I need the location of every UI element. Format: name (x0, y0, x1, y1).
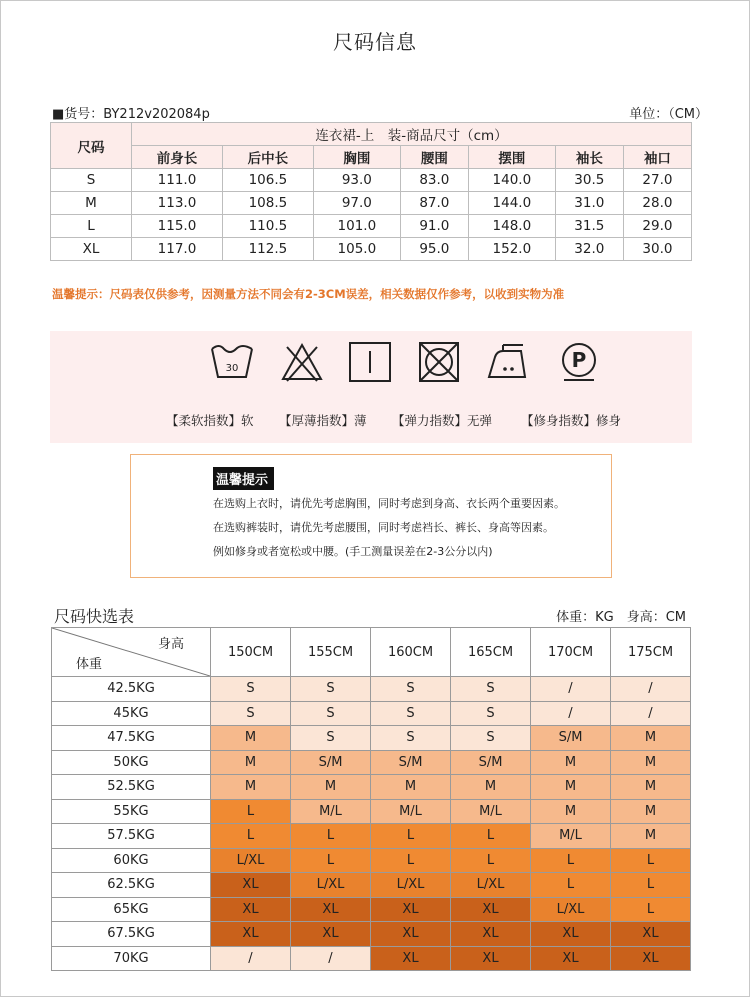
size-recommendation-cell: L (451, 824, 531, 849)
size-recommendation-cell: M (611, 750, 691, 775)
weight-row (52, 677, 691, 702)
column-header: 袖长 (555, 146, 623, 169)
measure-cell: 30.5 (555, 169, 623, 192)
measure-cell: 140.0 (468, 169, 555, 192)
size-recommendation-cell: L/XL (531, 897, 611, 922)
tip-line-3: 例如修身或者宽松或中腰。(手工测量误差在2-3公分以内) (213, 545, 493, 558)
weight-cell: 47.5KG (52, 726, 211, 751)
size-recommendation-cell: XL (211, 873, 291, 898)
measure-cell: 87.0 (400, 192, 468, 215)
size-recommendation-cell: L/XL (371, 873, 451, 898)
size-recommendation-cell: / (611, 677, 691, 702)
weight-row (52, 946, 691, 971)
corner-cell (52, 628, 211, 677)
size-recommendation-cell: S (211, 701, 291, 726)
size-recommendation-cell: S (291, 726, 371, 751)
size-row (51, 192, 692, 215)
size-recommendation-cell: L (291, 848, 371, 873)
size-recommendation-cell: L (211, 799, 291, 824)
size-recommendation-cell: M (291, 775, 371, 800)
line-dry-icon (347, 341, 393, 383)
size-cell: S (51, 169, 132, 192)
quick-select-table (51, 627, 691, 971)
size-recommendation-cell: XL (211, 897, 291, 922)
size-recommendation-cell: / (211, 946, 291, 971)
wash-30-icon (209, 341, 255, 383)
measure-cell: 111.0 (132, 169, 223, 192)
size-recommendation-cell: L (611, 848, 691, 873)
size-recommendation-cell: M (451, 775, 531, 800)
measure-cell: 108.5 (222, 192, 313, 215)
size-notice: 温馨提示：尺码表仅供参考，因测量方法不同会有2-3CM误差，相关数据仅作参考，以收到实物为准 (52, 287, 565, 301)
size-recommendation-cell: M (211, 750, 291, 775)
size-recommendation-cell: / (531, 701, 611, 726)
index-softness: 【柔软指数】软 (166, 413, 254, 428)
measure-cell: 27.0 (623, 169, 691, 192)
measure-cell: 152.0 (468, 238, 555, 261)
group-header: 连衣裙-上 装-商品尺寸（cm） (132, 123, 692, 146)
size-recommendation-cell: S (211, 677, 291, 702)
size-recommendation-cell: L/XL (451, 873, 531, 898)
size-recommendation-cell: S (451, 726, 531, 751)
column-header: 前身长 (132, 146, 223, 169)
size-recommendation-cell: M (211, 775, 291, 800)
size-recommendation-cell: L (611, 897, 691, 922)
no-bleach-icon (279, 341, 325, 383)
measure-cell: 28.0 (623, 192, 691, 215)
size-recommendation-cell: L (371, 824, 451, 849)
wash-temp-label: 30 (225, 363, 239, 374)
size-recommendation-cell: S (371, 726, 451, 751)
corner-weight-label: 体重 (76, 657, 103, 672)
size-cell: M (51, 192, 132, 215)
measure-cell: 32.0 (555, 238, 623, 261)
size-recommendation-cell: XL (611, 922, 691, 947)
size-recommendation-cell: / (291, 946, 371, 971)
dry-clean-p-icon (556, 341, 602, 383)
size-recommendation-cell: S/M (531, 726, 611, 751)
measure-cell: 144.0 (468, 192, 555, 215)
size-header: 尺码 (51, 123, 132, 169)
page-title: 尺码信息 (333, 30, 417, 54)
size-recommendation-cell: L (531, 873, 611, 898)
size-recommendation-cell: S (371, 677, 451, 702)
weight-row (52, 848, 691, 873)
measure-cell: 29.0 (623, 215, 691, 238)
tips-box (130, 454, 612, 578)
measure-cell: 83.0 (400, 169, 468, 192)
measure-cell: 97.0 (313, 192, 400, 215)
column-header: 胸围 (313, 146, 400, 169)
weight-cell: 52.5KG (52, 775, 211, 800)
item-number: ■货号：BY212v202084p (52, 107, 210, 122)
weight-row (52, 750, 691, 775)
size-recommendation-cell: XL (451, 897, 531, 922)
size-recommendation-cell: M (611, 775, 691, 800)
weight-row (52, 922, 691, 947)
size-recommendation-cell: L (211, 824, 291, 849)
measure-cell: 30.0 (623, 238, 691, 261)
size-recommendation-cell: L/XL (211, 848, 291, 873)
weight-row (52, 897, 691, 922)
size-recommendation-cell: M (371, 775, 451, 800)
size-recommendation-cell: L (531, 848, 611, 873)
size-recommendation-cell: M (531, 775, 611, 800)
size-recommendation-cell: L (611, 873, 691, 898)
measure-cell: 112.5 (222, 238, 313, 261)
size-recommendation-cell: XL (211, 922, 291, 947)
weight-row (52, 701, 691, 726)
weight-cell: 42.5KG (52, 677, 211, 702)
measure-cell: 31.0 (555, 192, 623, 215)
measure-cell: 113.0 (132, 192, 223, 215)
size-recommendation-cell: XL (611, 946, 691, 971)
weight-cell: 70KG (52, 946, 211, 971)
size-recommendation-cell: S/M (371, 750, 451, 775)
measure-cell: 101.0 (313, 215, 400, 238)
weight-row (52, 775, 691, 800)
height-header: 175CM (611, 628, 691, 677)
size-recommendation-cell: M (211, 726, 291, 751)
size-recommendation-cell: L (451, 848, 531, 873)
weight-cell: 67.5KG (52, 922, 211, 947)
iron-low-icon (485, 341, 531, 383)
size-recommendation-cell: XL (451, 946, 531, 971)
unit-label: 单位：（CM） (629, 107, 708, 122)
size-row (51, 169, 692, 192)
quick-select-title: 尺码快选表 (54, 607, 135, 626)
size-row (51, 238, 692, 261)
index-fit: 【修身指数】修身 (521, 413, 622, 428)
size-measure-table (50, 122, 692, 261)
size-recommendation-cell: M (531, 799, 611, 824)
measure-cell: 117.0 (132, 238, 223, 261)
quick-select-units: 体重：KG 身高：CM (556, 610, 686, 625)
column-header: 后中长 (222, 146, 313, 169)
weight-row (52, 824, 691, 849)
column-header: 袖口 (623, 146, 691, 169)
weight-cell: 45KG (52, 701, 211, 726)
index-thickness: 【厚薄指数】薄 (279, 413, 367, 428)
size-recommendation-cell: XL (371, 897, 451, 922)
size-recommendation-cell: M/L (531, 824, 611, 849)
size-recommendation-cell: L (371, 848, 451, 873)
weight-cell: 50KG (52, 750, 211, 775)
size-recommendation-cell: XL (291, 897, 371, 922)
column-header: 摆围 (468, 146, 555, 169)
measure-cell: 95.0 (400, 238, 468, 261)
height-header: 150CM (211, 628, 291, 677)
size-recommendation-cell: S (371, 701, 451, 726)
measure-cell: 106.5 (222, 169, 313, 192)
size-recommendation-cell: XL (531, 922, 611, 947)
weight-cell: 62.5KG (52, 873, 211, 898)
size-recommendation-cell: XL (371, 946, 451, 971)
measure-cell: 110.5 (222, 215, 313, 238)
measure-cell: 31.5 (555, 215, 623, 238)
measure-cell: 148.0 (468, 215, 555, 238)
weight-cell: 55KG (52, 799, 211, 824)
weight-cell: 60KG (52, 848, 211, 873)
measure-cell: 93.0 (313, 169, 400, 192)
svg-text:P: P (571, 348, 587, 372)
size-recommendation-cell: M/L (371, 799, 451, 824)
tip-line-2: 在选购裤装时，请优先考虑腰围，同时考虑裆长、裤长、身高等因素。 (213, 521, 554, 534)
no-tumble-dry-icon (416, 341, 462, 383)
size-recommendation-cell: / (611, 701, 691, 726)
size-cell: XL (51, 238, 132, 261)
size-row (51, 215, 692, 238)
size-recommendation-cell: XL (371, 922, 451, 947)
tips-title: 温馨提示 (213, 467, 274, 490)
index-elasticity: 【弹力指数】无弹 (392, 413, 493, 428)
corner-height-label: 身高 (157, 637, 184, 652)
size-recommendation-cell: S/M (451, 750, 531, 775)
size-recommendation-cell: L/XL (291, 873, 371, 898)
size-recommendation-cell: M (611, 799, 691, 824)
height-header: 165CM (451, 628, 531, 677)
size-recommendation-cell: S/M (291, 750, 371, 775)
size-recommendation-cell: S (451, 701, 531, 726)
size-recommendation-cell: XL (291, 922, 371, 947)
size-recommendation-cell: M (611, 726, 691, 751)
size-recommendation-cell: XL (451, 922, 531, 947)
measure-cell: 115.0 (132, 215, 223, 238)
size-recommendation-cell: M (531, 750, 611, 775)
height-header: 170CM (531, 628, 611, 677)
size-recommendation-cell: M/L (451, 799, 531, 824)
height-header: 155CM (291, 628, 371, 677)
weight-row (52, 873, 691, 898)
size-cell: L (51, 215, 132, 238)
weight-row (52, 799, 691, 824)
weight-row (52, 726, 691, 751)
size-recommendation-cell: S (291, 701, 371, 726)
height-header: 160CM (371, 628, 451, 677)
column-header: 腰围 (400, 146, 468, 169)
size-recommendation-cell: XL (531, 946, 611, 971)
care-panel (50, 331, 692, 443)
size-recommendation-cell: / (531, 677, 611, 702)
tip-line-1: 在选购上衣时，请优先考虑胸围，同时考虑到身高、衣长两个重要因素。 (213, 497, 565, 510)
weight-cell: 57.5KG (52, 824, 211, 849)
size-recommendation-cell: M (611, 824, 691, 849)
size-recommendation-cell: S (451, 677, 531, 702)
size-recommendation-cell: L (291, 824, 371, 849)
measure-cell: 91.0 (400, 215, 468, 238)
size-recommendation-cell: M/L (291, 799, 371, 824)
measure-cell: 105.0 (313, 238, 400, 261)
weight-cell: 65KG (52, 897, 211, 922)
size-recommendation-cell: S (291, 677, 371, 702)
